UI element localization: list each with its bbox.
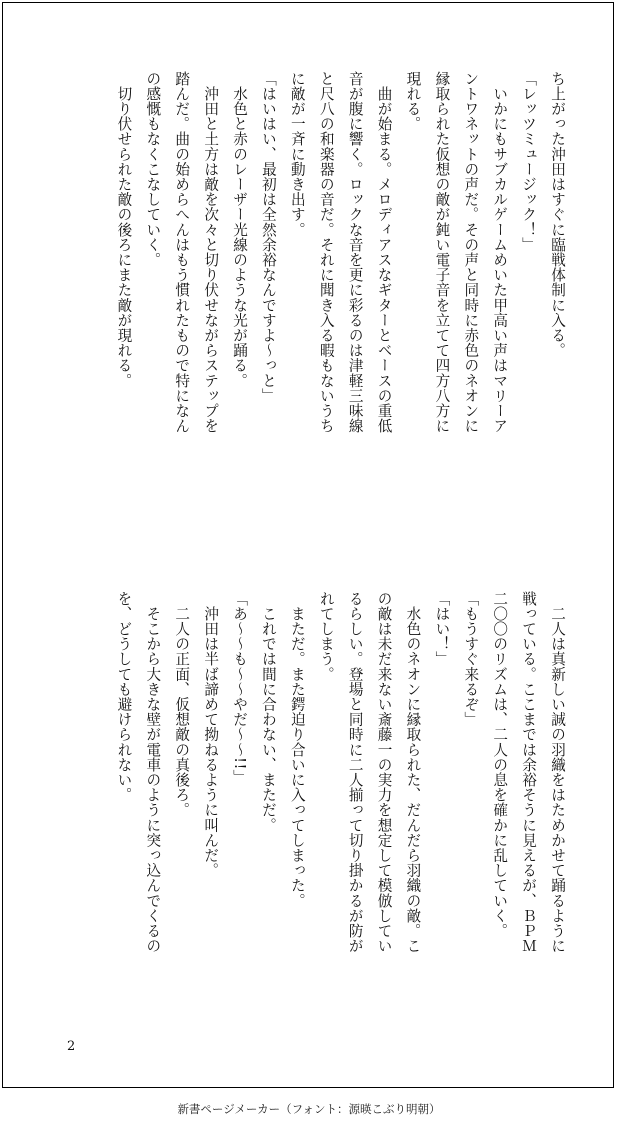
text-line: 「はいはい、最初は全然余裕なんですよ〜っと」 [259,71,277,404]
text-line: 音が腹に響く。ロックな音を更に彩るのは津軽三味線 [346,71,364,434]
text-line: 「レッツミュージック！」 [520,71,538,253]
text-line: 二〇〇のリズムは、二人の息を確かに乱していく。 [491,591,509,939]
text-line: を、どうしても避けられない。 [115,591,133,803]
text-line: るらしい。登場と同時に二人揃って切り掛かるが防が [346,591,364,954]
text-line: 二人は真新しい誠の羽織をはためかせて踊るように [549,591,566,954]
text-line: 戦っている。ここまでは余裕そうに見えるが、ＢＰＭ [520,591,538,954]
page-frame [2,2,614,1088]
text-line: ち上がった沖田はすぐに臨戦体制に入る。 [549,71,566,358]
text-line: の感慨もなくこなしていく。 [144,71,162,268]
footer-caption: 新書ページメーカー（フォント：源暎こぶり明朝） [177,1102,441,1116]
text-line: 「もうすぐ来るぞ」 [462,591,480,727]
page-number: 2 [67,1039,76,1054]
lower-text-block [51,591,571,1011]
text-line: 二人の正面、仮想敵の真後ろ。 [173,591,191,818]
text-line: 「はい！」 [433,591,451,667]
text-line: 水色と赤のレーザー光線のような光が踊る。 [231,71,249,389]
text-line: れてしまう。 [317,591,335,682]
text-line: いかにもサブカルゲームめいた甲高い声はマリーア [491,71,509,434]
text-line: 「あ〜〜も〜〜やだ〜〜!!」 [231,591,249,785]
text-line: の敵は未だ来ない斎藤一の実力を想定して模倣してい [375,591,393,954]
text-line: 沖田は半ば諦めて拗ねるように叫んだ。 [202,591,220,878]
text-line: これでは間に合わない、まただ。 [259,591,277,833]
text-line: 縁取られた仮想の敵が鈍い電子音を立てて四方八方に [433,71,451,434]
text-line: 切り伏せられた敵の後ろにまた敵が現れる。 [115,71,133,389]
text-line: 曲が始まる。メロディアスなギターとベースの重低 [375,71,393,434]
text-line: 沖田と土方は敵を次々と切り伏せながらステップを [202,71,220,434]
text-line: 水色のネオンに縁取られた、だんだら羽織の敵。こ [404,591,422,954]
text-line: と尺八の和楽器の音だ。それに聞き入る暇もないうち [317,71,335,434]
upper-text-block [51,71,571,541]
text-line: 踏んだ。曲の始めらへんはもう慣れたもので特になん [173,71,191,434]
text-line: まただ。また鍔迫り合いに入ってしまった。 [288,591,306,909]
text-line: そこから大きな壁が電車のように突っ込んでくるの [144,591,162,954]
text-line: に敵が一斉に動き出す。 [288,71,306,238]
text-line: 現れる。 [404,71,422,132]
text-line: ントワネットの声だ。その声と同時に赤色のネオンに [462,71,480,434]
